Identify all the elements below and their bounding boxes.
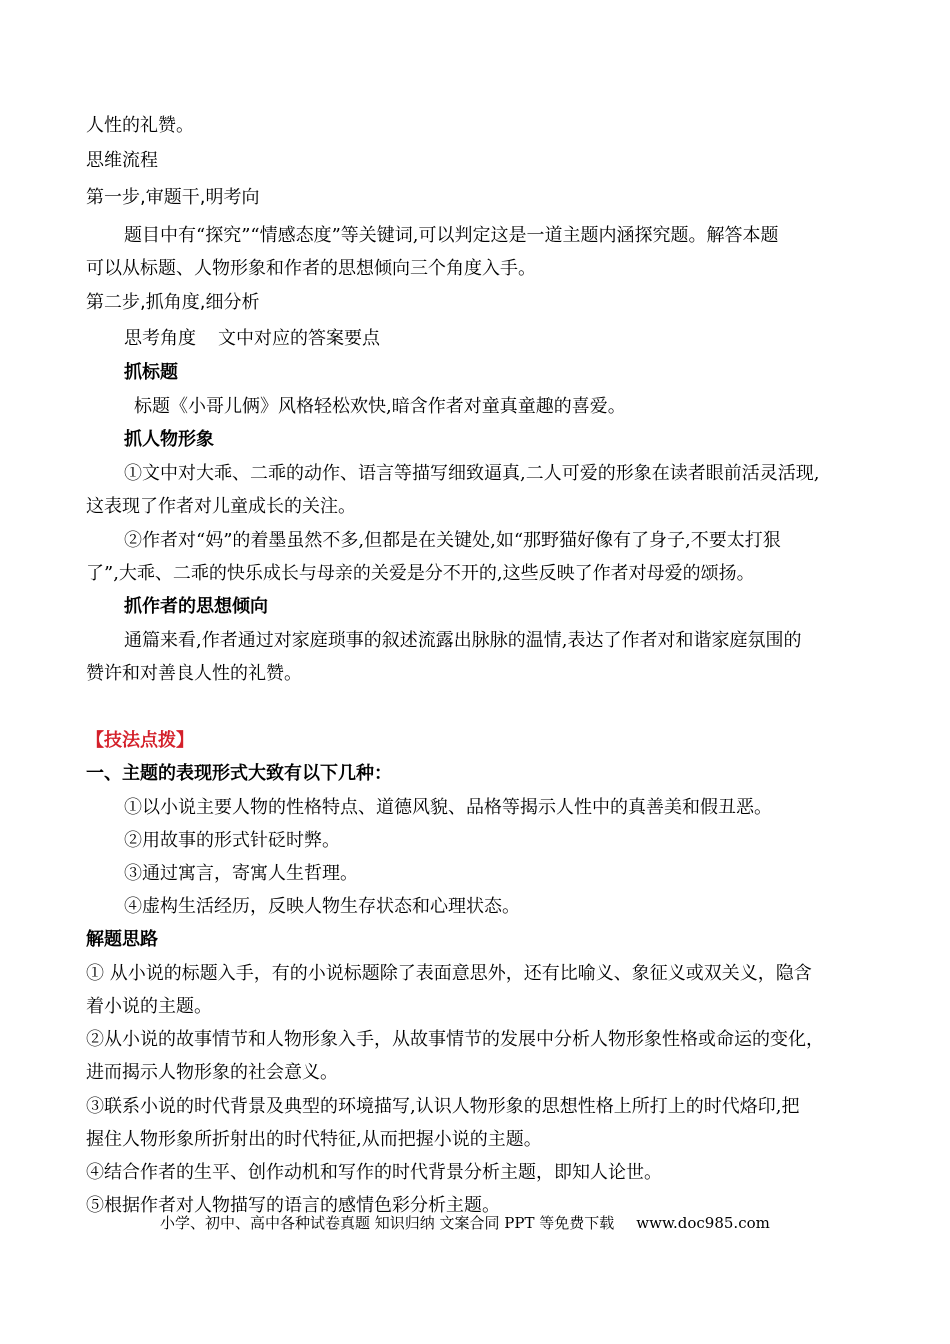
- step-two-heading: 第二步,抓角度,细分析: [86, 292, 260, 313]
- technique-tips-heading: 【技法点拨】: [86, 730, 194, 751]
- list-item: ②用故事的形式针砭时弊。: [124, 830, 340, 851]
- list-item: ③通过寓言，寄寓人生哲理。: [124, 863, 358, 884]
- paragraph-line: 了”,大乖、二乖的快乐成长与母亲的关爱是分不开的,这些反映了作者对母爱的颂扬。: [86, 563, 755, 584]
- list-item-continuation: 着小说的主题。: [86, 996, 212, 1017]
- paragraph-line: 这表现了作者对儿童成长的关注。: [86, 496, 356, 517]
- paragraph-line: 赞许和对善良人性的礼赞。: [86, 663, 302, 684]
- list-item: ⑤根据作者对人物描写的语言的感情色彩分析主题。: [86, 1195, 500, 1216]
- list-item: ① 从小说的标题入手，有的小说标题除了表面意思外，还有比喻义、象征义或双关义，隐含: [86, 963, 812, 984]
- paragraph-line: 通篇来看,作者通过对家庭琐事的叙述流露出脉脉的温情,表达了作者对和谐家庭氛围的: [124, 630, 802, 651]
- section-heading-thinking-process: 思维流程: [86, 150, 158, 171]
- subheading-character: 抓人物形象: [124, 429, 214, 450]
- footer-url-link[interactable]: www.doc985.com: [636, 1214, 770, 1232]
- subheading-title: 抓标题: [124, 362, 178, 383]
- page-footer: [160, 1212, 770, 1234]
- paragraph-line: 题目中有“探究”“情感态度”等关键词,可以判定这是一道主题内涵探究题。解答本题: [124, 225, 779, 246]
- paragraph-line: 可以从标题、人物形象和作者的思想倾向三个角度入手。: [86, 258, 536, 279]
- list-item: ②从小说的故事情节和人物形象入手，从故事情节的发展中分析人物形象性格或命运的变化，: [86, 1029, 824, 1050]
- list-item: ③联系小说的时代背景及典型的环境描写,认识人物形象的思想性格上所打上的时代烙印,把: [86, 1096, 800, 1117]
- list-item-continuation: 进而揭示人物形象的社会意义。: [86, 1062, 338, 1083]
- list-item: ①以小说主要人物的性格特点、道德风貌、品格等揭示人性中的真善美和假丑恶。: [124, 797, 772, 818]
- paragraph-line: ②作者对“妈”的着墨虽然不多,但都是在关键处,如“那野猫好像有了身子,不要太打狠: [124, 530, 781, 551]
- table-header-row: [124, 327, 876, 351]
- footer-text: 小学、初中、高中各种试卷真题 知识归纳 文案合同 PPT 等免费下载: [160, 1214, 615, 1232]
- paragraph-line: 标题《小哥儿俩》风格轻松欢快,暗含作者对童真童趣的喜爱。: [134, 396, 626, 417]
- list-item-continuation: 握住人物形象所折射出的时代特征,从而把握小说的主题。: [86, 1129, 542, 1150]
- list-item: ④虚构生活经历，反映人物生存状态和心理状态。: [124, 896, 520, 917]
- section-heading-theme-forms: 一、主题的表现形式大致有以下几种：: [86, 763, 392, 784]
- subheading-author-tendency: 抓作者的思想倾向: [124, 596, 268, 617]
- list-item: ④结合作者的生平、创作动机和写作的时代背景分析主题，即知人论世。: [86, 1162, 662, 1183]
- section-heading-solving-approach: 解题思路: [86, 929, 158, 950]
- paragraph-line: ①文中对大乖、二乖的动作、语言等描写细致逼真,二人可爱的形象在读者眼前活灵活现,: [124, 463, 820, 484]
- step-one-heading: 第一步,审题干,明考向: [86, 187, 260, 208]
- column-header-angle: 思考角度: [124, 328, 196, 349]
- paragraph-line: 人性的礼赞。: [86, 115, 194, 136]
- column-header-answer-points: 文中对应的答案要点: [218, 328, 380, 349]
